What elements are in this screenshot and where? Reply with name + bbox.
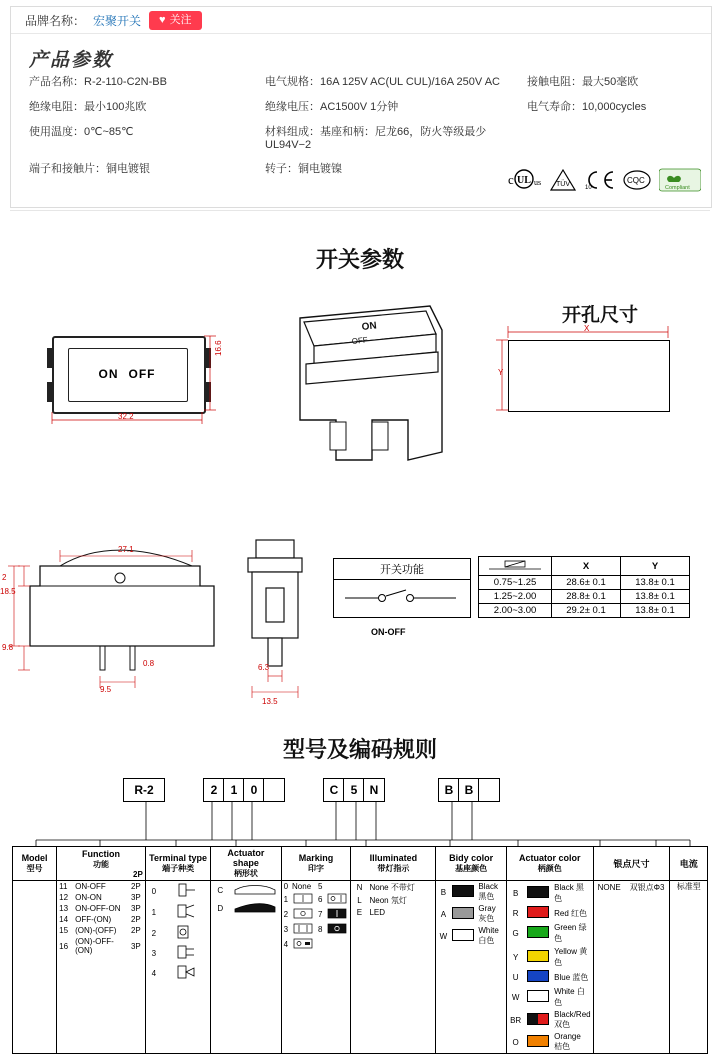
cell-current xyxy=(670,881,708,1054)
act-swatch xyxy=(524,905,552,921)
fn-pin: 3P xyxy=(130,893,141,902)
term-code: 3 xyxy=(151,948,157,958)
mark-code: 7 xyxy=(318,910,323,919)
act-code: Y xyxy=(512,952,519,962)
list-item xyxy=(57,936,145,956)
svg-text:Compliant: Compliant xyxy=(665,185,690,191)
dim-x: 28.6± 0.1 xyxy=(552,576,621,590)
fn-pin: 2P xyxy=(130,926,141,935)
svg-text:27.1: 27.1 xyxy=(118,545,134,554)
mark-icon xyxy=(324,892,350,907)
list-item xyxy=(594,881,670,894)
col-marking-title: Marking xyxy=(298,853,334,863)
list-item xyxy=(507,1009,593,1031)
fn-code: 14 xyxy=(59,915,69,924)
col-model-title: Model xyxy=(21,853,48,863)
list-item xyxy=(146,963,210,983)
list-item xyxy=(146,923,210,943)
body-text: Gray 灰色 xyxy=(478,904,496,923)
svg-text:9.8: 9.8 xyxy=(2,643,14,652)
col-actuator-color xyxy=(506,847,593,881)
ill-text: Neon 氖灯 xyxy=(369,896,407,905)
mark-icon xyxy=(290,937,316,952)
act-text: Black/Red 双色 xyxy=(554,1010,591,1029)
col-actuator-color-title: Actuator color xyxy=(518,853,581,863)
dim-range: 0.75~1.25 xyxy=(479,576,552,590)
col-terminal-sub: 端子种类 xyxy=(162,864,195,873)
list-item xyxy=(146,943,210,963)
mark-icon xyxy=(290,922,316,937)
spec-cell: 接触电阻：最大50毫欧 xyxy=(527,76,639,88)
svg-text:6.3: 6.3 xyxy=(258,663,270,672)
model-code-row xyxy=(118,778,598,802)
mark-code: 2 xyxy=(283,910,289,919)
act-swatch xyxy=(524,985,552,1009)
list-item xyxy=(507,969,593,985)
mark-icon xyxy=(324,922,350,937)
mark-icon xyxy=(290,907,316,922)
list-item xyxy=(146,901,210,923)
body-swatch xyxy=(450,925,476,947)
ill-code: E xyxy=(356,908,363,917)
function-mode-label: ON-OFF xyxy=(371,627,406,637)
list-item xyxy=(507,985,593,1009)
list-item xyxy=(57,914,145,925)
code-digit-blank xyxy=(263,778,285,802)
shape-icon-c xyxy=(229,881,280,899)
ill-code: N xyxy=(356,883,363,892)
fn-code: 15 xyxy=(59,926,69,935)
off-label: OFF xyxy=(128,367,156,381)
code-color-blank xyxy=(478,778,500,802)
svg-text:13.5: 13.5 xyxy=(262,697,278,706)
mark-icon xyxy=(290,892,316,907)
section-title-switch-params: 开关参数 xyxy=(315,247,404,272)
svg-text:2: 2 xyxy=(2,573,7,582)
list-item xyxy=(57,892,145,903)
term-icon xyxy=(162,963,210,983)
term-code: 2 xyxy=(151,928,157,938)
mark-code: 4 xyxy=(283,940,289,949)
page-title: 产品参数 xyxy=(29,50,114,71)
act-code: G xyxy=(512,928,519,938)
list-item xyxy=(436,903,506,925)
col-illuminated-title: Illuminated xyxy=(369,853,418,863)
cell-marking xyxy=(281,881,351,1054)
model-code-table xyxy=(12,846,708,1054)
dim-x: 28.8± 0.1 xyxy=(552,590,621,604)
mark-code: 5 xyxy=(318,882,323,891)
ill-text: LED xyxy=(369,908,386,917)
silver-double: 双银点Φ3 xyxy=(629,883,665,892)
list-item xyxy=(351,894,435,907)
cell-terminal xyxy=(145,881,210,1054)
mark-icon xyxy=(324,881,350,892)
on-label: ON xyxy=(98,367,119,381)
body-swatch xyxy=(450,903,476,925)
list-item xyxy=(507,1031,593,1053)
col-body-sub: 基座颜色 xyxy=(455,864,488,873)
list-item xyxy=(57,903,145,914)
term-code: 1 xyxy=(151,907,157,917)
list-item xyxy=(282,881,351,892)
code-digit-1: 2 xyxy=(203,778,225,802)
fn-pin: 3P xyxy=(130,904,141,913)
act-text: Yellow 黄色 xyxy=(554,947,588,967)
act-swatch xyxy=(524,1009,552,1031)
act-swatch xyxy=(524,881,552,905)
spec-cell: 电气寿命：10,000cycles xyxy=(527,101,647,113)
fn-text: ON-ON xyxy=(75,893,102,902)
mark-text: None xyxy=(292,882,312,891)
dim-y: 13.8± 0.1 xyxy=(621,576,690,590)
col-model-sub: 型号 xyxy=(26,864,43,873)
mark-code: 6 xyxy=(318,895,323,904)
dim-th-x: X xyxy=(552,557,621,576)
svg-text:us: us xyxy=(534,178,542,187)
mark-code: 3 xyxy=(283,925,289,934)
col-current xyxy=(670,847,708,881)
svg-text:9.5: 9.5 xyxy=(100,685,112,694)
act-text: White 白色 xyxy=(554,987,585,1007)
act-code: B xyxy=(512,888,519,898)
spec-cell: 绝缘电压：AC1500V 1分钟 xyxy=(265,101,399,113)
code-color-1: B xyxy=(438,778,460,802)
cell-function xyxy=(57,881,146,1054)
list-item xyxy=(351,907,435,918)
spec-cell: 转子：铜电镀镍 xyxy=(265,163,342,175)
col-terminal-title: Terminal type xyxy=(149,853,207,863)
mark-code xyxy=(316,937,324,952)
col-silver-size xyxy=(593,847,670,881)
fn-code: 13 xyxy=(59,904,69,913)
term-icon xyxy=(162,901,210,923)
col-actuator-title: Actuator shape xyxy=(227,848,265,868)
cell-actuator-shape xyxy=(211,881,281,1054)
col-illuminated-sub: 带灯指示 xyxy=(377,864,410,873)
svg-text:TÜV: TÜV xyxy=(556,181,570,188)
list-item xyxy=(507,921,593,945)
list-item xyxy=(507,881,593,905)
list-item xyxy=(282,922,351,937)
spec-cell: 电气规格：16A 125V AC(UL CUL)/16A 250V AC xyxy=(265,76,500,88)
act-text: Red 红色 xyxy=(554,908,588,918)
spec-cell: 端子和接触片：铜电镀银 xyxy=(29,163,150,175)
act-code: U xyxy=(512,972,519,982)
svg-text:UL: UL xyxy=(517,175,531,186)
col-function xyxy=(57,847,146,881)
code-color-2: B xyxy=(458,778,480,802)
list-item xyxy=(436,881,506,903)
code-digit-3: 0 xyxy=(243,778,265,802)
fn-code: 16 xyxy=(59,941,69,951)
fn-code: 11 xyxy=(59,882,68,891)
svg-text:0.8: 0.8 xyxy=(143,659,155,668)
mark-code: 1 xyxy=(283,895,289,904)
fn-text: ON-OFF xyxy=(75,882,106,891)
act-swatch xyxy=(524,969,552,985)
term-icon xyxy=(162,881,210,901)
brand-name[interactable]: 宏聚开关 xyxy=(93,13,142,28)
ill-code: L xyxy=(357,896,362,905)
list-item xyxy=(57,881,145,892)
brand-label: 品牌名称： xyxy=(25,13,86,28)
term-icon xyxy=(162,943,210,963)
act-code: BR xyxy=(510,1015,522,1025)
cell-actuator-color xyxy=(506,881,593,1054)
list-item xyxy=(436,925,506,947)
fn-pin: 2P xyxy=(130,915,141,924)
current-value: 标准型 xyxy=(676,882,701,891)
dim-y: 13.8± 0.1 xyxy=(621,604,690,618)
term-code: 4 xyxy=(151,968,157,978)
heart-icon: ♥ xyxy=(159,13,166,26)
act-text: Blue 蓝色 xyxy=(554,972,589,982)
fn-pin: 2P xyxy=(130,882,141,891)
col-actuator-color-sub: 柄颜色 xyxy=(537,864,562,873)
svg-text:CQC: CQC xyxy=(627,176,645,185)
shape-code: D xyxy=(217,903,224,913)
dim-th-y: Y xyxy=(621,557,690,576)
col-actuator-shape xyxy=(211,847,281,881)
col-function-pin: 2P xyxy=(133,869,143,879)
col-actuator-sub: 柄形状 xyxy=(233,869,258,878)
spec-cell: 材料组成：基座和柄：尼龙66，防火等级最少UL94V−2 xyxy=(265,126,487,151)
fn-text: (ON)-(OFF) xyxy=(75,926,117,935)
mark-icon xyxy=(324,907,350,922)
table-header-row xyxy=(13,847,708,881)
col-terminal xyxy=(145,847,210,881)
list-item xyxy=(507,945,593,969)
list-item xyxy=(282,937,351,952)
act-code: O xyxy=(512,1037,519,1047)
col-silver-title: 银点尺寸 xyxy=(613,859,650,869)
dim-range: 2.00~3.00 xyxy=(479,604,552,618)
fn-text: OFF-(ON) xyxy=(75,915,112,924)
act-text: Orange 桔色 xyxy=(554,1032,581,1051)
body-code: A xyxy=(440,909,447,919)
code-actuator-3: N xyxy=(363,778,385,802)
hole-y-label: Y xyxy=(498,368,504,377)
list-item xyxy=(211,881,280,899)
function-box-title: 开关功能 xyxy=(334,559,470,580)
list-item xyxy=(282,892,351,907)
svg-text:18.5: 18.5 xyxy=(0,587,16,596)
col-illuminated xyxy=(351,847,436,881)
code-actuator-2: 5 xyxy=(343,778,365,802)
body-text: Black 黑色 xyxy=(478,882,498,901)
act-swatch xyxy=(524,1031,552,1053)
dim-range: 1.25~2.00 xyxy=(479,590,552,604)
act-code: W xyxy=(511,992,520,1002)
term-icon xyxy=(162,923,210,943)
list-item xyxy=(146,881,210,901)
body-code: W xyxy=(439,931,448,941)
fn-text: (ON)-OFF-(ON) xyxy=(75,937,114,955)
silver-none: NONE xyxy=(597,883,621,892)
act-text: Black 黑色 xyxy=(554,883,584,903)
spec-cell: 绝缘电阻：最小100兆欧 xyxy=(29,101,147,113)
body-text: White 白色 xyxy=(478,926,499,945)
cell-silver-size xyxy=(593,881,670,1054)
col-body-title: Bidy color xyxy=(449,853,494,863)
act-swatch xyxy=(524,945,552,969)
svg-text:10: 10 xyxy=(585,185,592,191)
hole-size-title: 开孔尺寸 xyxy=(562,305,639,326)
svg-text:ON: ON xyxy=(361,320,378,333)
dim-height-label: 16.6 xyxy=(214,340,223,356)
dim-x: 29.2± 0.1 xyxy=(552,604,621,618)
act-text: Green 绿色 xyxy=(554,923,587,943)
act-code: R xyxy=(512,908,519,918)
spec-cell: 使用温度：0℃~85℃ xyxy=(29,126,134,138)
model-code-table-wrap xyxy=(12,846,708,1054)
cell-body-color xyxy=(436,881,507,1054)
fn-code: 12 xyxy=(59,893,69,902)
svg-text:OFF: OFF xyxy=(351,335,369,346)
mark-icon xyxy=(324,937,350,952)
body-code: B xyxy=(440,887,447,897)
cell-illuminated xyxy=(351,881,436,1054)
mark-code: 0 xyxy=(283,882,289,891)
shape-code: C xyxy=(217,885,224,895)
shape-icon-d xyxy=(229,899,280,917)
list-item xyxy=(282,907,351,922)
col-current-title: 电流 xyxy=(679,859,698,869)
code-digit-2: 1 xyxy=(223,778,245,802)
body-swatch xyxy=(450,881,476,903)
col-marking-sub: 印字 xyxy=(308,864,325,873)
code-model: R-2 xyxy=(123,778,165,802)
term-code: 0 xyxy=(151,886,157,896)
col-marking xyxy=(281,847,351,881)
col-model xyxy=(13,847,57,881)
svg-text:c: c xyxy=(508,172,514,187)
cell-model xyxy=(13,881,57,1054)
code-actuator-1: C xyxy=(323,778,345,802)
dim-y: 13.8± 0.1 xyxy=(621,590,690,604)
section-title-model-rules: 型号及编码规则 xyxy=(282,737,437,762)
ill-text: None 不带灯 xyxy=(369,883,415,892)
fn-text: ON-OFF-ON xyxy=(75,904,121,913)
list-item xyxy=(351,881,435,894)
col-body-color xyxy=(436,847,507,881)
col-function-title: Function xyxy=(81,848,120,859)
table-body-row xyxy=(13,881,708,1054)
hole-x-label: X xyxy=(584,324,590,333)
mark-code: 8 xyxy=(318,925,323,934)
dim-width-label: 32.2 xyxy=(118,412,134,421)
list-item xyxy=(507,905,593,921)
follow-label: 关注 xyxy=(169,13,192,26)
spec-cell: 产品名称：R-2-110-C2N-BB xyxy=(29,76,167,88)
act-swatch xyxy=(524,921,552,945)
list-item xyxy=(57,925,145,936)
col-function-sub: 功能 xyxy=(92,859,109,869)
list-item xyxy=(211,899,280,917)
fn-pin: 3P xyxy=(130,941,141,951)
